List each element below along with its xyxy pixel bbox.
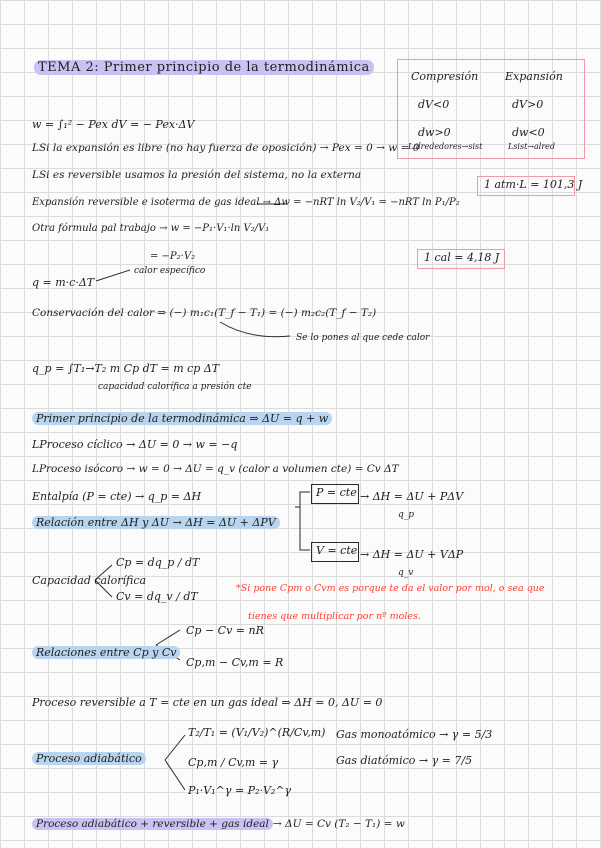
v-constant-label: V = cte	[316, 544, 358, 557]
adiabatic-eq-3: P₁·V₁^γ = P₂·V₂^γ	[188, 784, 292, 797]
heat-formula: q = m·c·ΔT	[32, 276, 95, 289]
qp-formula: q_p = ∫T₁→T₂ m Cp dT = m cp ΔT	[32, 362, 220, 375]
p-constant-eq: → ΔH = ΔU + PΔV	[360, 490, 464, 503]
isochoric-process: LProceso isócoro → w = 0 → ΔU = q_v (calor a volumen cte) = Cv ΔT	[32, 463, 399, 475]
work-other-formula: Otra fórmula pal trabajo → w = −P₁·V₁·ln V₂/V₁	[32, 223, 270, 234]
table-cell: Lalrededores→sist	[408, 142, 483, 151]
cp-cv-relation-2: Cp,m − Cv,m = R	[186, 656, 284, 669]
table-cell: Lsist→alred	[508, 142, 556, 151]
work-free-expansion: LSi la expansión es libre (no hay fuerza de oposición) → Pex = 0 → w = 0	[32, 142, 420, 154]
dh-du-relation: Relación entre ΔH y ΔU → ΔH = ΔU + ΔPV	[32, 516, 280, 530]
conversion-cal: 1 cal = 4,18 J	[424, 251, 500, 264]
monatomic-gas: Gas monoatómico → γ = 5/3	[336, 728, 493, 741]
conversion-atm-l: 1 atm·L = 101,3 J	[484, 178, 583, 191]
heat-capacity-label: Capacidad calorífica	[32, 574, 147, 587]
work-isothermal: Expansión reversible e isoterma de gas ideal → Δw = −nRT ln V₂/V₁ = −nRT ln P₁/P₂	[32, 197, 460, 208]
table-header-expansion: Expansión	[505, 70, 563, 83]
cv-formula: Cv = dq_v / dT	[116, 590, 198, 603]
table-header-compression: Compresión	[411, 70, 479, 83]
table-cell: dw>0	[418, 126, 451, 139]
table-cell: dV<0	[418, 98, 450, 111]
first-principle: Primer principio de la termodinámica ⇒ ΔU = q + w	[32, 412, 332, 426]
molar-note-1: *Si pone Cpm o Cvm es porque te da el valor por mol, o sea que	[236, 583, 545, 594]
diatomic-gas: Gas diatómico → γ = 7/5	[336, 754, 473, 767]
cp-formula: Cp = dq_p / dT	[116, 556, 200, 569]
heat-conservation-note: Se lo pones al que cede calor	[296, 333, 430, 343]
v-constant-sub: q_v	[398, 568, 414, 578]
p-constant-label: P = cte	[316, 486, 357, 499]
p-constant-sub: q_p	[398, 510, 415, 520]
reversible-isothermal: Proceso reversible a T = cte en un gas ideal ⇒ ΔH = 0, ΔU = 0	[32, 696, 383, 709]
work-other-formula-2: = −P₂·V₂	[150, 251, 196, 262]
enthalpy: Entalpía (P = cte) → q_p = ΔH	[32, 490, 202, 503]
cp-cv-relation-1: Cp − Cv = nR	[186, 624, 264, 637]
molar-note-2: tienes que multiplicar por nº moles.	[248, 611, 421, 622]
page-title: TEMA 2: Primer principio de la termodinámica	[34, 61, 374, 75]
qp-note: capacidad calorífica a presión cte	[98, 382, 252, 392]
heat-conservation: Conservación del calor ⇒ (−) m₁c₁(T_f − T₁) = (−) m₂c₂(T_f − T₂)	[32, 307, 377, 319]
cyclic-process: LProceso cíclico → ΔU = 0 → w = −q	[32, 438, 238, 451]
specific-heat-note: calor específico	[134, 266, 206, 276]
adiabatic-label: Proceso adiabático	[32, 752, 146, 766]
table-cell: dV>0	[512, 98, 544, 111]
adiabatic-eq-1: T₂/T₁ = (V₁/V₂)^(R/Cv,m)	[188, 726, 326, 739]
adiabatic-eq-2: Cp,m / Cv,m = γ	[188, 756, 279, 769]
table-cell: dw<0	[512, 126, 545, 139]
work-reversible: LSi es reversible usamos la presión del sistema, no la externa	[32, 169, 362, 181]
cp-cv-relations: Relaciones entre Cp y Cv	[32, 646, 180, 660]
work-definition: w = ∫₁² − Pex dV = − Pex·ΔV	[32, 118, 195, 131]
v-constant-eq: → ΔH = ΔU + VΔP	[360, 548, 464, 561]
final-relation: Proceso adiabático + reversible + gas ideal → ΔU = Cv (T₂ − T₁) = w	[32, 817, 405, 831]
